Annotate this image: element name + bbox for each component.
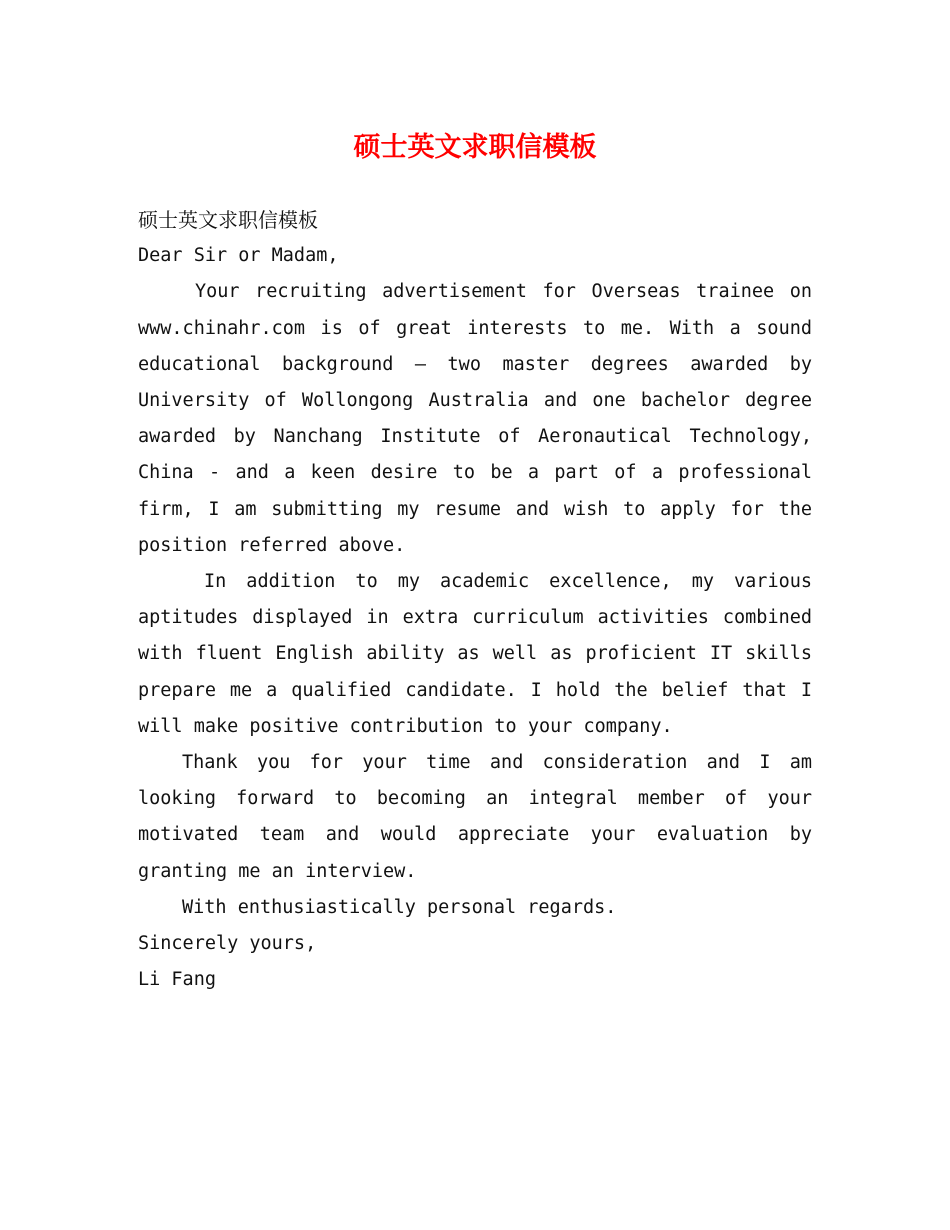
salutation: Dear Sir or Madam, <box>138 245 339 267</box>
closing-line: Sincerely yours, <box>138 933 317 955</box>
paragraph-1: Your recruiting advertisement for Overseas trainee on www.chinahr.com is of great interests to me. With a sound educational background – two master degrees awarded by University of Wollongong Australia and one bachelor degree awarded by Nanchang Institute of Aeronautical Technology, China - and a keen desire to be a part of a professional firm, I am submitting my resume and wish to apply for the position referred above. <box>138 281 812 556</box>
signature: Li Fang <box>138 969 216 991</box>
regards-line: With enthusiastically personal regards. <box>182 896 617 918</box>
letter-body <box>138 202 812 998</box>
paragraph-3: Thank you for your time and consideration and I am looking forward to becoming an integral member of your motivated team and would appreciate your evaluation by granting me an interview. <box>138 752 812 882</box>
paragraph-2: In addition to my academic excellence, my various aptitudes displayed in extra curriculum activities combined with fluent English ability as well as proficient IT skills prepare me a qualified candidate. I hold the belief that I will make positive contribution to your company. <box>138 571 812 737</box>
document-title: 硕士英文求职信模板 <box>353 132 597 163</box>
letter-subtitle: 硕士英文求职信模板 <box>138 208 318 232</box>
